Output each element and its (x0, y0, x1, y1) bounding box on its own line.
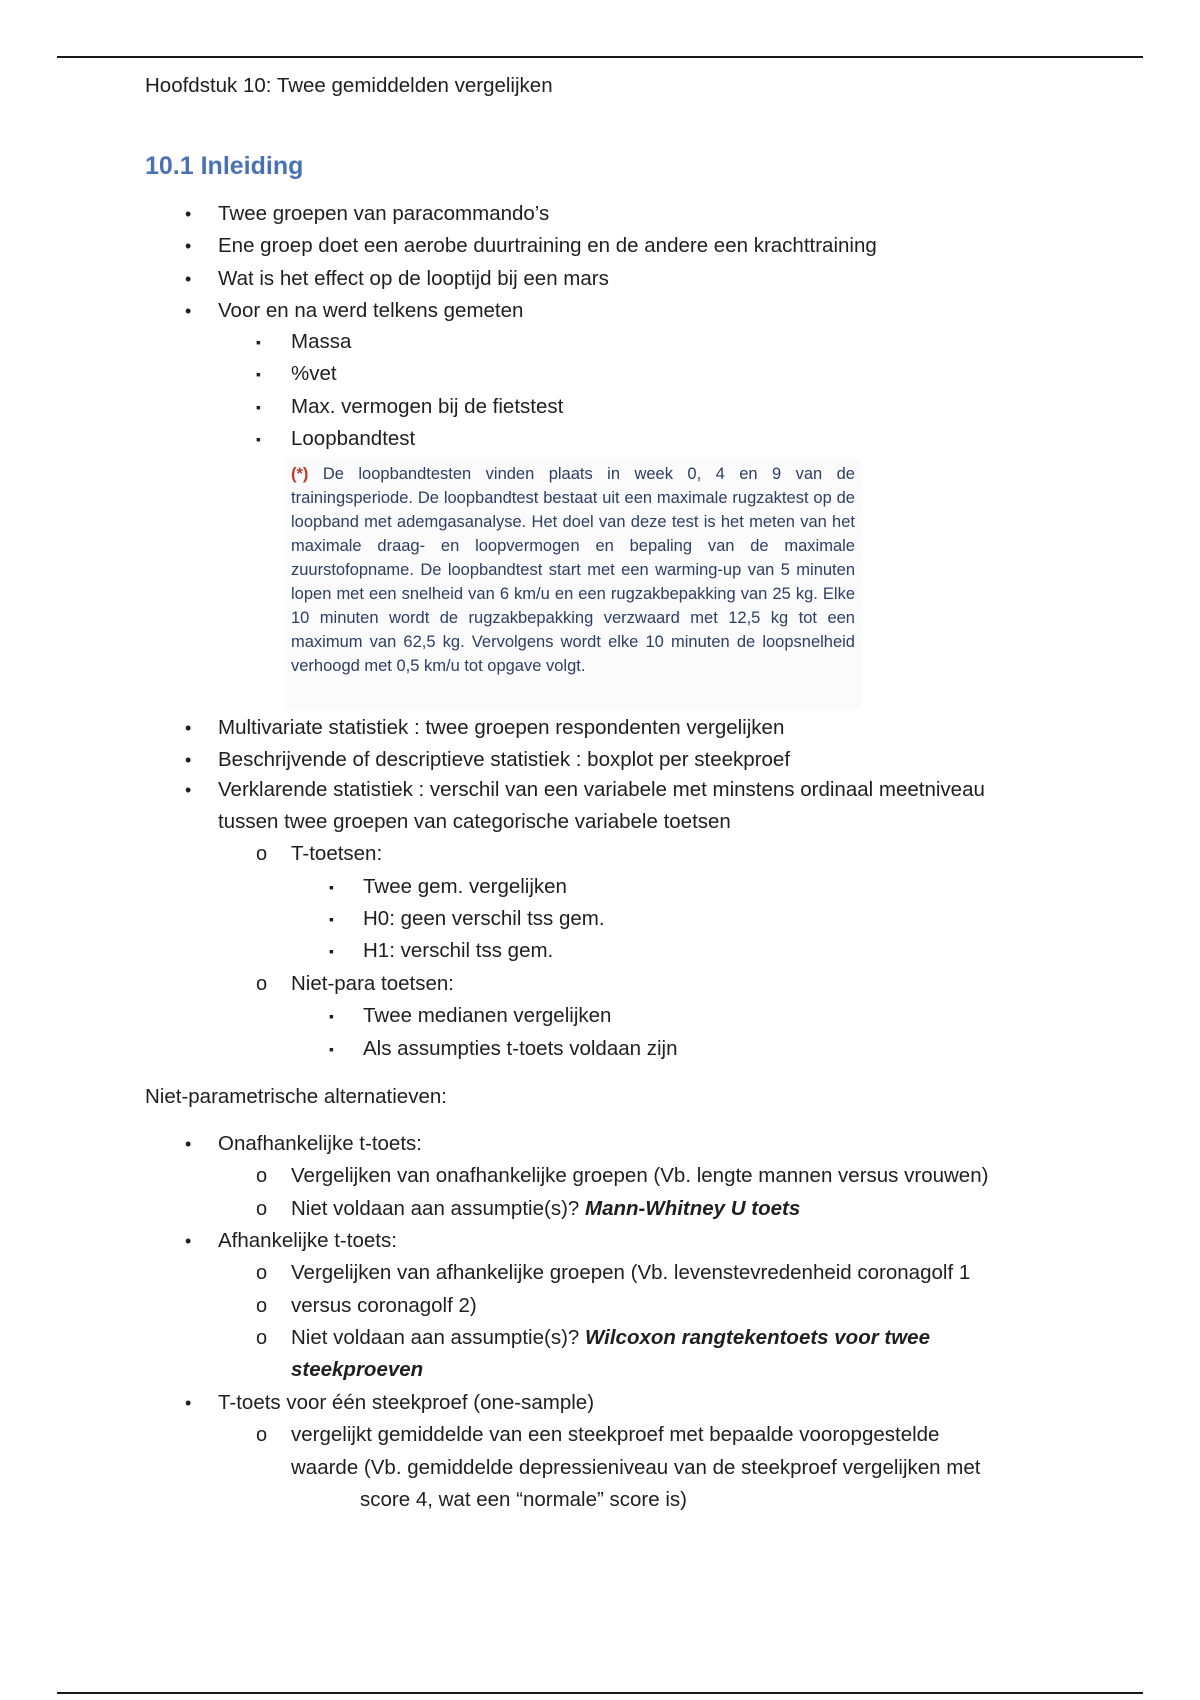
wilcoxon-test: Wilcoxon rangtekentoets voor twee (585, 1326, 930, 1349)
section-title: 10.1 Inleiding (145, 152, 304, 180)
list-item: Voor en na werd telkens gemeten (218, 299, 524, 322)
list-item: T-toets voor één steekproef (one-sample) (218, 1391, 595, 1414)
square-bullet-icon: ▪ (329, 1008, 334, 1024)
square-bullet-icon: ▪ (256, 334, 261, 350)
bottom-rule (57, 1692, 1143, 1694)
list-item-continuation: waarde (Vb. gemiddelde depressieniveau van de steekproef vergelijken met (291, 1456, 981, 1479)
note-text: De loopbandtesten vinden plaats in week 0, 4 en 9 van de trainingsperiode. De loopbandtest bestaat uit een maximale rugzaktest op de loopband met ademgasanalyse. Het doel van deze test is het meten van het maximale draag- en loopvermogen en bepaling van de maximale zuurstofopname. De loopbandtest start met een warming-up van 5 minuten lopen met een snelheid van 6 km/u en een rugzakbepakking van 25 kg. Elke 10 minuten wordt de rugzakbepakking verzwaard met 12,5 kg tot een maximum van 62,5 kg. Vervolgens wordt elke 10 minuten de loopsnelheid verhoogd met 0,5 km/u tot opgave volgt. (291, 465, 855, 675)
loopbandtest-note (285, 459, 861, 709)
mann-whitney-test: Mann-Whitney U toets (585, 1197, 801, 1220)
list-item: T-toetsen: (291, 842, 383, 865)
square-bullet-icon: ▪ (256, 431, 261, 447)
list-item: versus coronagolf 2) (291, 1294, 477, 1317)
circle-bullet-icon: o (256, 1165, 268, 1187)
list-item: Ene groep doet een aerobe duurtraining en de andere een krachttraining (218, 234, 877, 257)
circle-bullet-icon: o (256, 973, 268, 995)
list-item: Twee medianen vergelijken (363, 1004, 612, 1027)
list-item: Verklarende statistiek : verschil van een variabele met minstens ordinaal meetniveau (218, 778, 985, 801)
list-item: %vet (291, 362, 337, 385)
list-item: Onafhankelijke t-toets: (218, 1132, 422, 1155)
list-item (291, 1196, 800, 1222)
list-item: Twee groepen van paracommando’s (218, 202, 550, 225)
bullet-icon: • (185, 780, 192, 800)
circle-bullet-icon: o (256, 1327, 268, 1349)
list-item-continuation: tussen twee groepen van categorische variabele toetsen (218, 810, 731, 833)
square-bullet-icon: ▪ (329, 879, 334, 895)
square-bullet-icon: ▪ (329, 911, 334, 927)
list-item-continuation: score 4, wat een “normale” score is) (360, 1488, 687, 1511)
square-bullet-icon: ▪ (256, 366, 261, 382)
bullet-icon: • (185, 1393, 192, 1413)
list-item: Vergelijken van afhankelijke groepen (Vb. levenstevredenheid coronagolf 1 (291, 1261, 971, 1284)
bullet-icon: • (185, 750, 192, 770)
list-item: Twee gem. vergelijken (363, 875, 567, 898)
bullet-icon: • (185, 1134, 192, 1154)
list-item: Niet-para toetsen: (291, 972, 454, 995)
list-item: H0: geen verschil tss gem. (363, 907, 605, 930)
assumption-question: Niet voldaan aan assumptie(s)? (291, 1197, 585, 1220)
list-item: Multivariate statistiek : twee groepen respondenten vergelijken (218, 716, 785, 739)
square-bullet-icon: ▪ (329, 1041, 334, 1057)
list-item: Afhankelijke t-toets: (218, 1229, 397, 1252)
circle-bullet-icon: o (256, 1198, 268, 1220)
list-item: Massa (291, 330, 352, 353)
list-item: Beschrijvende of descriptieve statistiek : boxplot per steekproef (218, 748, 791, 771)
bullet-icon: • (185, 269, 192, 289)
circle-bullet-icon: o (256, 1262, 268, 1284)
list-item-continuation (291, 1357, 423, 1383)
list-item (291, 1325, 930, 1351)
list-item: vergelijkt gemiddelde van een steekproef met bepaalde vooropgestelde (291, 1423, 940, 1446)
circle-bullet-icon: o (256, 843, 268, 865)
list-item: Loopbandtest (291, 427, 416, 450)
list-item: H1: verschil tss gem. (363, 939, 554, 962)
circle-bullet-icon: o (256, 1295, 268, 1317)
square-bullet-icon: ▪ (329, 943, 334, 959)
list-item: Wat is het effect op de looptijd bij een mars (218, 267, 609, 290)
alternatives-heading: Niet-parametrische alternatieven: (145, 1085, 447, 1108)
bullet-icon: • (185, 718, 192, 738)
bullet-icon: • (185, 204, 192, 224)
note-mark: (*) (291, 465, 309, 483)
bullet-icon: • (185, 1231, 192, 1251)
list-item: Max. vermogen bij de fietstest (291, 395, 564, 418)
square-bullet-icon: ▪ (256, 399, 261, 415)
bullet-icon: • (185, 236, 192, 256)
list-item: Vergelijken van onafhankelijke groepen (Vb. lengte mannen versus vrouwen) (291, 1164, 989, 1187)
circle-bullet-icon: o (256, 1424, 268, 1446)
running-header: Hoofdstuk 10: Twee gemiddelden vergelijken (145, 74, 553, 97)
wilcoxon-test-cont: steekproeven (291, 1358, 424, 1381)
list-item: Als assumpties t-toets voldaan zijn (363, 1037, 678, 1060)
assumption-question: Niet voldaan aan assumptie(s)? (291, 1326, 585, 1349)
bullet-icon: • (185, 301, 192, 321)
